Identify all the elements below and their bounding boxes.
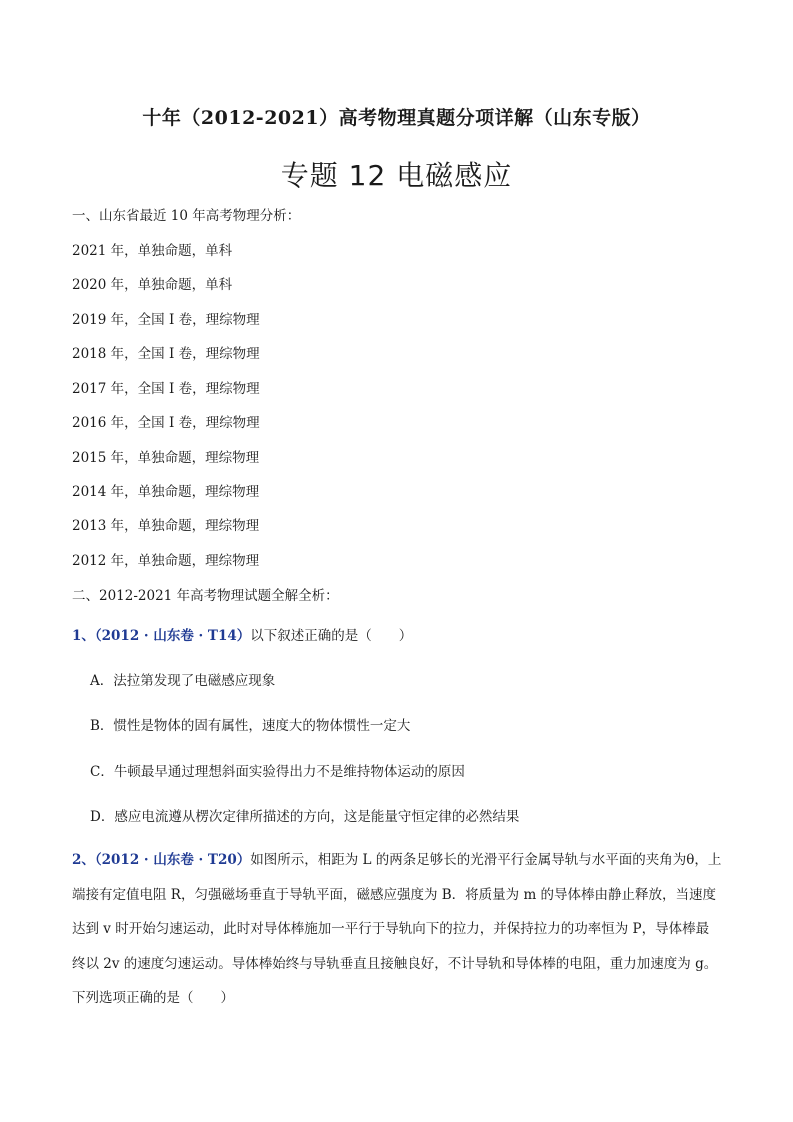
year-line: 2012 年，单独命题，理综物理 <box>72 553 260 569</box>
year-line: 2013 年，单独命题，理综物理 <box>72 518 260 534</box>
question-1-option-a: A．法拉第发现了电磁感应现象 <box>90 673 276 689</box>
question-2-source: 2、（2012 · 山东卷 · T20） <box>72 852 251 868</box>
question-2 <box>72 843 722 1016</box>
year-line: 2017 年，全国 I 卷，理综物理 <box>72 381 260 397</box>
main-title: 十年（2012-2021）高考物理真题分项详解（山东专版） <box>142 107 651 129</box>
question-1-option-d: D．感应电流遵从楞次定律所描述的方向，这是能量守恒定律的必然结果 <box>90 809 520 825</box>
topic-title: 专题 12 电磁感应 <box>280 159 513 192</box>
question-1 <box>72 626 412 646</box>
question-1-option-b: B．惯性是物体的固有属性，速度大的物体惯性一定大 <box>90 718 411 734</box>
year-line: 2016 年，全国 I 卷，理综物理 <box>72 415 260 431</box>
question-2-stem: 如图所示，相距为 L 的两条足够长的光滑平行金属导轨与水平面的夹角为θ，上端接有定值电阻 R，匀强磁场垂直于导轨平面，磁感应强度为 B．将质量为 m 的导体棒由静止释放，当速度达到 v 时开始匀速运动，此时对导体棒施加一平行于导轨向下的拉力，并保持拉力的功率恒为 P，导体棒最终以 2v 的速度匀速运动。导体棒始终与导轨垂直且接触良好，不计导轨和导体棒的电阻，重力加速度为 g。下列选项正确的是（ ） <box>72 852 722 1006</box>
year-line: 2015 年，单独命题，理综物理 <box>72 450 260 466</box>
year-line: 2014 年，单独命题，理综物理 <box>72 484 260 500</box>
question-1-stem: 以下叙述正确的是（ ） <box>250 628 413 644</box>
year-line: 2021 年，单独命题，单科 <box>72 243 233 259</box>
year-line: 2020 年，单独命题，单科 <box>72 277 233 293</box>
section1-heading: 一、山东省最近 10 年高考物理分析： <box>72 208 301 224</box>
section2-heading: 二、2012-2021 年高考物理试题全解全析： <box>72 588 339 604</box>
year-line: 2018 年，全国 I 卷，理综物理 <box>72 346 260 362</box>
question-1-option-c: C．牛顿最早通过理想斜面实验得出力不是维持物体运动的原因 <box>90 764 465 780</box>
year-line: 2019 年，全国 I 卷，理综物理 <box>72 312 260 328</box>
question-1-source: 1、（2012 · 山东卷 · T14） <box>72 628 251 644</box>
